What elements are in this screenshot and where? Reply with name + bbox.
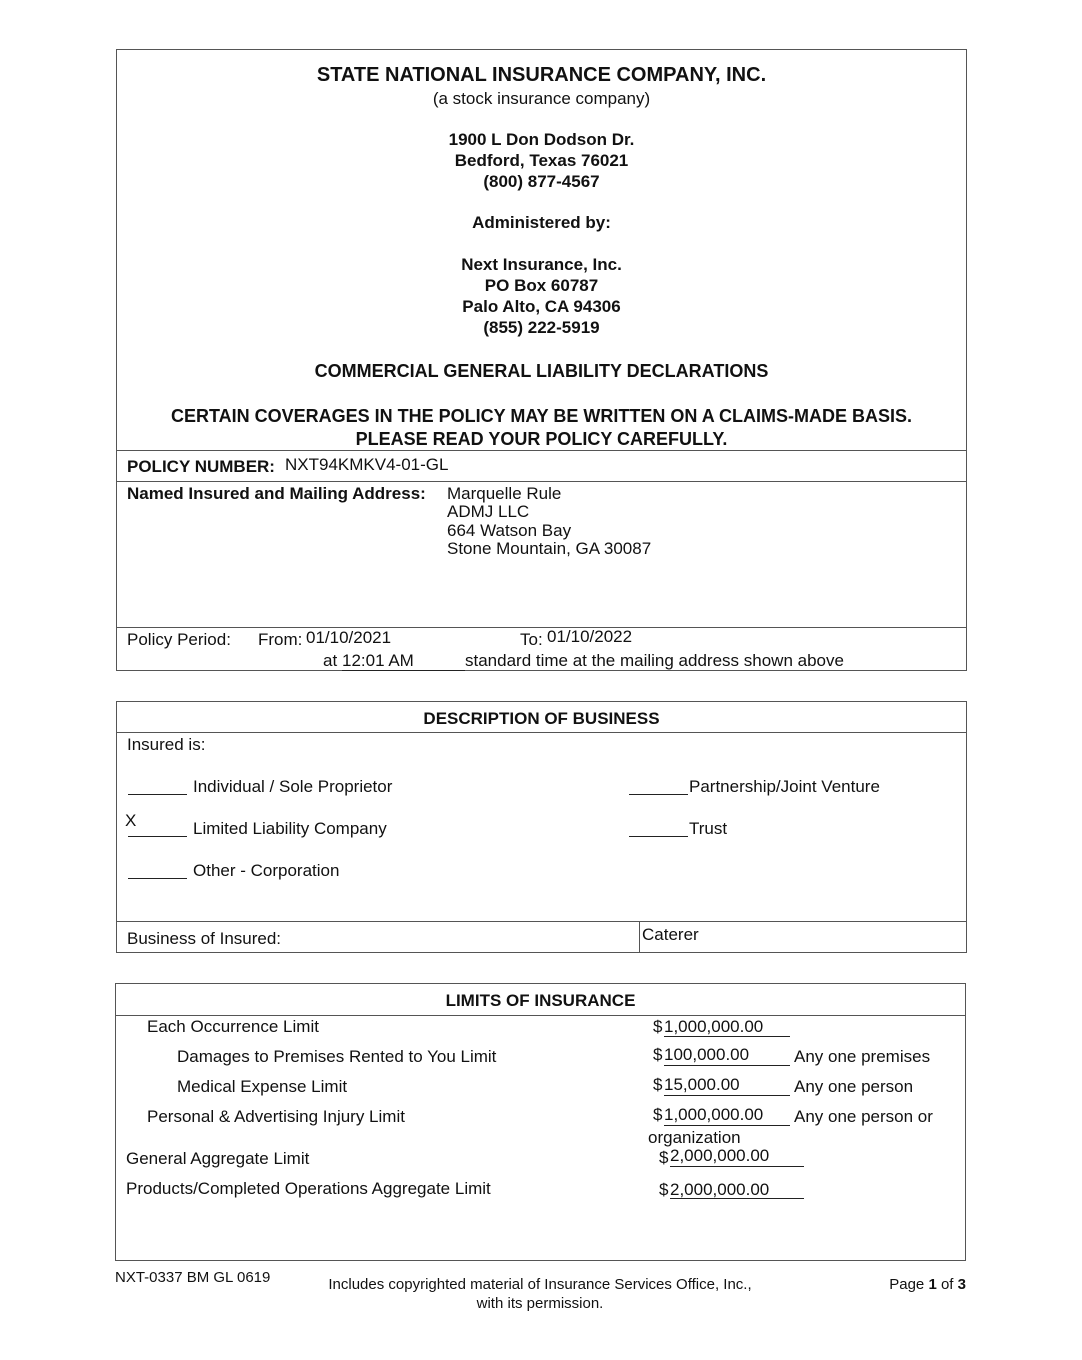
page-current: 1 [928, 1276, 937, 1293]
amount-underline [664, 1065, 790, 1066]
at-label: at [323, 651, 338, 670]
policy-period-label: Policy Period: [127, 630, 231, 649]
currency-symbol: $ [653, 1017, 663, 1036]
trust-blank [629, 836, 688, 837]
llc-blank [128, 836, 187, 837]
from-label: From: [258, 630, 303, 649]
form-code: NXT-0337 BM GL 0619 [115, 1269, 271, 1286]
individual-blank [128, 794, 187, 795]
policy-header-box [116, 49, 967, 671]
limit-label-each-occurrence: Each Occurrence Limit [147, 1017, 319, 1036]
partnership-blank [629, 794, 688, 795]
copyright-line1: Includes copyrighted material of Insurance Services Office, Inc., [328, 1276, 752, 1293]
llc-label: Limited Liability Company [193, 819, 387, 838]
page-total: 3 [957, 1276, 966, 1293]
amount-underline [664, 1095, 790, 1096]
time-underline [342, 670, 465, 671]
amount-underline [664, 1125, 790, 1126]
admin-name: Next Insurance, Inc. [461, 255, 622, 274]
divider [117, 627, 966, 628]
currency-symbol: $ [659, 1180, 669, 1199]
limits-of-insurance-box [115, 983, 966, 1261]
page-label: Page [889, 1276, 925, 1293]
llc-mark: X [125, 811, 137, 830]
insured-name: Marquelle Rule [447, 484, 562, 503]
claims-notice-line1: CERTAIN COVERAGES IN THE POLICY MAY BE WRITTEN ON A CLAIMS-MADE BASIS. [170, 406, 913, 426]
policy-number-label: POLICY NUMBER: [127, 457, 275, 476]
page-of: of [940, 1276, 954, 1293]
limit-note-damages-to-premises: Any one premises [794, 1047, 931, 1066]
time-suffix: standard time at the mailing address shown above [465, 651, 844, 670]
limit-note-personal-advertising-cont: organization [648, 1128, 741, 1147]
other-blank [128, 878, 187, 879]
limit-note-medical-expense: Any one person [794, 1077, 914, 1096]
company-name: STATE NATIONAL INSURANCE COMPANY, INC. [316, 64, 767, 86]
admin-po-box: PO Box 60787 [484, 276, 599, 295]
limit-amount-general-aggregate: 2,000,000.00 [670, 1146, 770, 1165]
limit-amount-damages-to-premises: 100,000.00 [664, 1045, 750, 1064]
policy-number: NXT94KMKV4-01-GL [285, 455, 449, 474]
insured-is-label: Insured is: [127, 735, 206, 754]
amount-underline [664, 1036, 790, 1037]
divider [116, 1015, 965, 1016]
insured-street: 664 Watson Bay [447, 521, 572, 540]
effective-time: 12:01 AM [342, 651, 414, 670]
admin-city: Palo Alto, CA 94306 [462, 297, 621, 316]
to-label: To: [520, 630, 543, 649]
copyright-line2: with its permission. [476, 1295, 604, 1312]
limit-amount-medical-expense: 15,000.00 [664, 1075, 740, 1094]
business-section-title: DESCRIPTION OF BUSINESS [423, 709, 660, 728]
other-label: Other - Corporation [193, 861, 340, 880]
amount-underline [670, 1166, 804, 1167]
limit-label-damages-to-premises: Damages to Premises Rented to You Limit [177, 1047, 497, 1066]
divider [117, 450, 966, 451]
company-address-line2: Bedford, Texas 76021 [454, 151, 629, 170]
company-phone: (800) 877-4567 [483, 172, 600, 191]
insured-company: ADMJ LLC [447, 502, 530, 521]
declarations-title: COMMERCIAL GENERAL LIABILITY DECLARATIONS [314, 361, 769, 381]
limits-section-title: LIMITS OF INSURANCE [445, 991, 636, 1010]
divider [117, 732, 966, 733]
currency-symbol: $ [653, 1045, 663, 1064]
limit-label-products-completed-ops: Products/Completed Operations Aggregate Limit [126, 1179, 491, 1198]
from-date: 01/10/2021 [306, 628, 392, 647]
description-of-business-box [116, 701, 967, 953]
limit-amount-personal-advertising: 1,000,000.00 [664, 1105, 764, 1124]
to-date: 01/10/2022 [547, 627, 633, 646]
insured-city: Stone Mountain, GA 30087 [447, 539, 652, 558]
limit-amount-products-completed-ops: 2,000,000.00 [670, 1180, 770, 1199]
limit-note-personal-advertising: Any one person or [794, 1107, 933, 1126]
individual-label: Individual / Sole Proprietor [193, 777, 393, 796]
trust-label: Trust [689, 819, 728, 838]
currency-symbol: $ [653, 1105, 663, 1124]
administered-by-label: Administered by: [472, 213, 611, 232]
company-subtitle: (a stock insurance company) [432, 89, 651, 108]
limit-label-medical-expense: Medical Expense Limit [177, 1077, 348, 1096]
divider-vertical [639, 921, 640, 952]
amount-underline [670, 1198, 804, 1199]
named-insured-label: Named Insured and Mailing Address: [127, 484, 426, 503]
currency-symbol: $ [659, 1148, 669, 1167]
limit-label-general-aggregate: General Aggregate Limit [126, 1149, 310, 1168]
divider [117, 481, 966, 482]
limit-label-personal-advertising: Personal & Advertising Injury Limit [147, 1107, 405, 1126]
limit-amount-each-occurrence: 1,000,000.00 [664, 1017, 764, 1036]
business-of-insured: Caterer [642, 925, 699, 944]
page-indicator [889, 1276, 966, 1293]
partnership-label: Partnership/Joint Venture [689, 777, 880, 796]
company-address-line1: 1900 L Don Dodson Dr. [448, 130, 635, 149]
divider [117, 921, 966, 922]
currency-symbol: $ [653, 1075, 663, 1094]
admin-phone: (855) 222-5919 [483, 318, 600, 337]
business-of-insured-label: Business of Insured: [127, 929, 282, 948]
claims-notice-line2: PLEASE READ YOUR POLICY CAREFULLY. [355, 429, 728, 449]
